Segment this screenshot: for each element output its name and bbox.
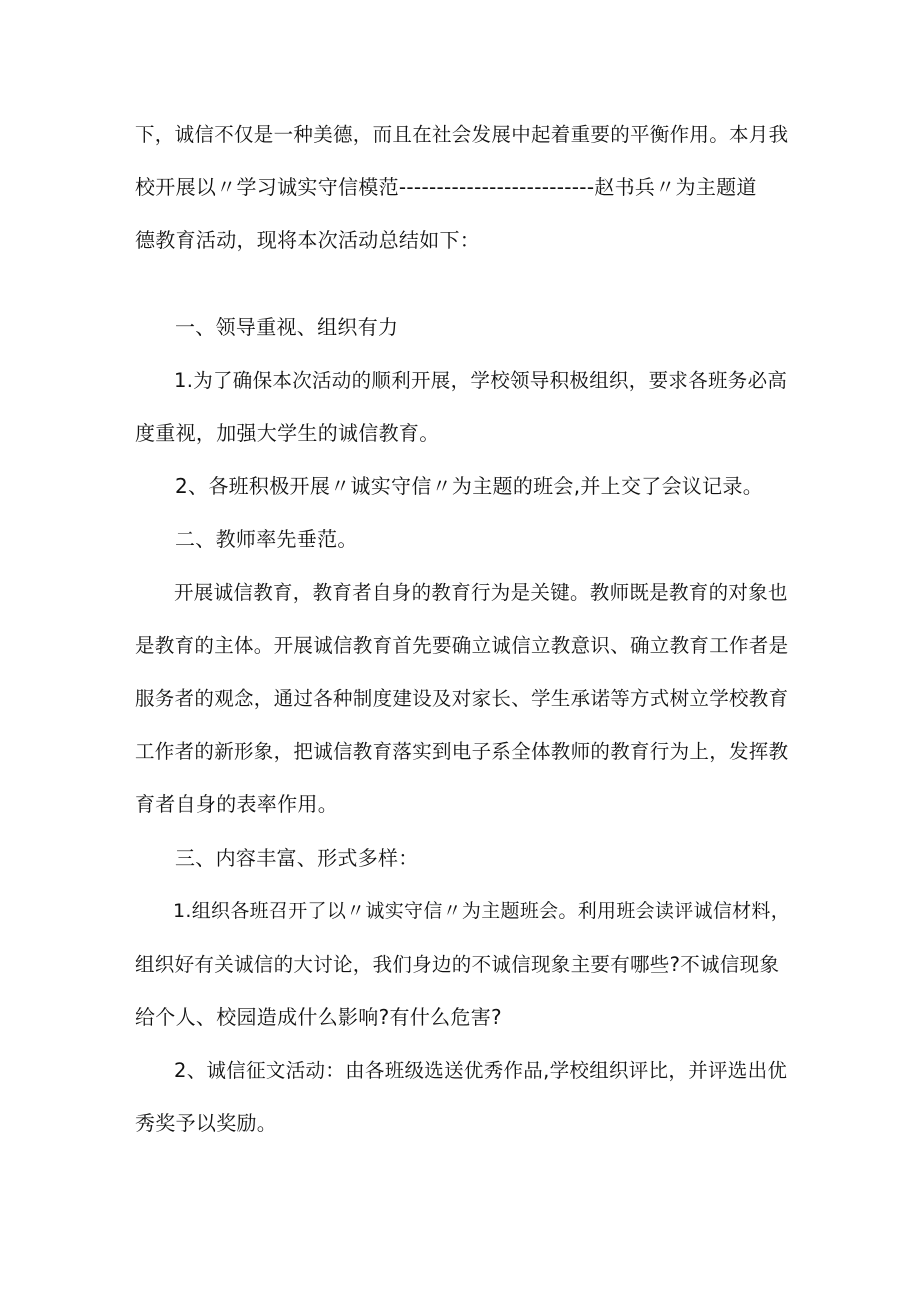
- section-2-line-1: 开展诚信教育，教育者自身的教育行为是关键。教师既是教育的对象也: [174, 581, 788, 604]
- section-3-heading: [135, 832, 795, 885]
- intro-paragraph: [135, 108, 795, 267]
- section-3-item-1: [135, 885, 795, 1044]
- section-3-item-2: [135, 1044, 795, 1150]
- section-3-item-2-line-1: 2、诚信征文活动：由各班级选送优秀作品,学校组织评比，并评选出优: [174, 1059, 788, 1082]
- section-1-item-2: [135, 460, 795, 513]
- section-3-heading-text: 三、内容丰富、形式多样：: [175, 846, 419, 870]
- intro-line-3: 德教育活动，现将本次活动总结如下：: [135, 228, 481, 252]
- intro-line-2: 校开展以〃学习诚实守信模范--------------------------赵书兵〃为主题道: [135, 175, 757, 199]
- section-2-heading: [135, 513, 795, 566]
- section-2-line-3: 服务者的观念，通过各种制度建设及对家长、学生承诺等方式树立学校教育: [135, 687, 789, 710]
- section-1-item-1-line-1: 1.为了确保本次活动的顺利开展，学校领导积极组织，要求各班务必高: [174, 369, 788, 392]
- section-2-line-5: 育者自身的表率作用。: [135, 792, 338, 816]
- section-2-paragraph: [135, 566, 795, 831]
- section-1-heading-text: 一、领导重视、组织有力: [175, 315, 399, 339]
- section-3-item-2-line-2: 秀奖予以奖励。: [135, 1111, 278, 1135]
- section-1-item-1: [135, 354, 795, 460]
- section-1-heading: [135, 301, 795, 354]
- section-2-heading-text: 二、教师率先垂范。: [175, 527, 358, 551]
- section-3-item-1-line-1: 1.组织各班召开了以〃诚实守信〃为主题班会。利用班会读评诚信材料，: [173, 900, 791, 922]
- section-3-item-1-line-3: 给个人、校园造成什么影响?有什么危害?: [135, 1005, 502, 1029]
- intro-line-1: 下，诚信不仅是一种美德，而且在社会发展中起着重要的平衡作用。本月我: [135, 123, 789, 146]
- section-2-line-2: 是教育的主体。开展诚信教育首先要确立诚信立教意识、确立教育工作者是: [135, 634, 789, 657]
- section-2-line-4: 工作者的新形象，把诚信教育落实到电子系全体教师的教育行为上，发挥教: [135, 740, 789, 763]
- section-1-item-1-line-2: 度重视，加强大学生的诚信教育。: [135, 421, 440, 445]
- section-3-item-1-line-2: 组织好有关诚信的大讨论，我们身边的不诚信现象主要有哪些?不诚信现象: [135, 953, 780, 976]
- section-1-item-2-text: 2、各班积极开展〃诚实守信〃为主题的班会,并上交了会议记录。: [175, 474, 764, 498]
